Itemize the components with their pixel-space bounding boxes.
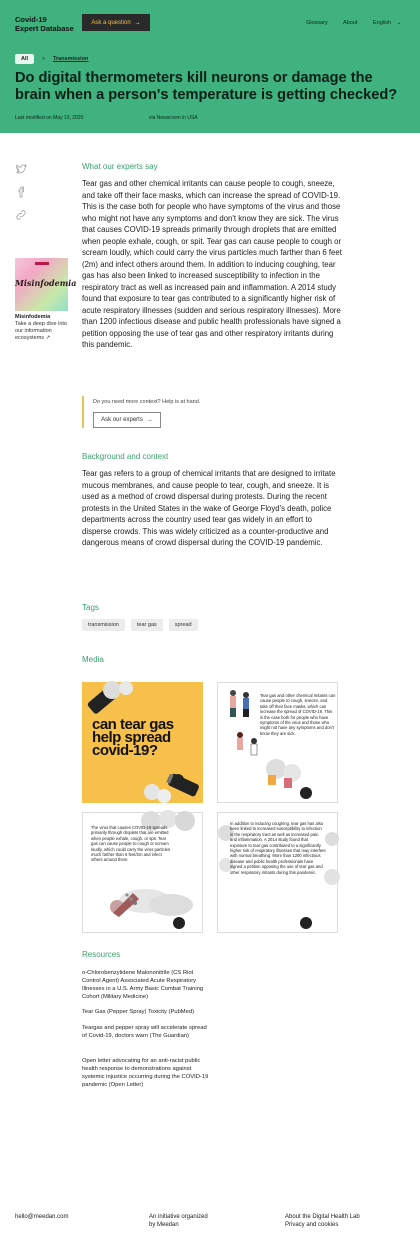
- ask-experts-label: Ask our experts: [101, 417, 143, 423]
- breadcrumb-all[interactable]: All: [15, 54, 34, 64]
- nav-about[interactable]: About: [343, 20, 358, 26]
- promo-title[interactable]: Misinfodemia: [15, 314, 51, 320]
- link-icon[interactable]: [15, 208, 27, 220]
- ask-question-button[interactable]: [82, 14, 150, 31]
- resource-link-4[interactable]: Open letter advocating for an anti-racist public health response to demonstrations against systemic injustice occurring during the COVID-19 pandemic (Open Letter): [82, 1058, 209, 1088]
- arrow-right-icon: →: [146, 417, 153, 423]
- media-card-1[interactable]: [82, 682, 203, 803]
- footer-links: [285, 1213, 360, 1229]
- background-heading: Background and context: [82, 452, 169, 461]
- source-note: via Newsroom in USA: [149, 115, 198, 121]
- media-card-3[interactable]: [82, 812, 203, 933]
- facebook-icon[interactable]: [15, 185, 27, 197]
- last-modified: Last modified on May 13, 2020: [15, 115, 84, 121]
- misinfodemia-promo-image[interactable]: [15, 258, 77, 311]
- resource-link-3[interactable]: Teargas and pepper spray will accelerate spread of Covid-19, doctors warn (The Guardian): [82, 1025, 207, 1039]
- tag-tear-gas[interactable]: tear gas: [131, 619, 163, 631]
- promo-logo-mark: [35, 262, 49, 265]
- tag-list: [82, 619, 198, 631]
- footer-privacy-link[interactable]: Privacy and cookies: [285, 1222, 339, 1228]
- nav-language[interactable]: [373, 20, 401, 26]
- media-card-2-text: Tear gas and other chemical irritants can cause people to cough, sneeze, and take off their face masks, which can increase the spread of COVID-19. This is the case both for people who have symptoms of the virus and those who might not have any symptoms and don't know they are sick.: [260, 693, 336, 736]
- site-logo[interactable]: [15, 15, 74, 33]
- resource-link-2[interactable]: Tear Gas (Pepper Spray) Toxicity (PubMed): [82, 1009, 195, 1015]
- promo-image-wordmark: Misinfodemia: [15, 278, 77, 288]
- callout-question: Do you need more context? Help is at hand.: [93, 399, 201, 405]
- media-card-2[interactable]: [217, 682, 338, 803]
- footer-about-link[interactable]: About the Digital Health Lab: [285, 1214, 360, 1220]
- tag-transmission[interactable]: transmission: [82, 619, 125, 631]
- twitter-icon[interactable]: [15, 162, 27, 174]
- nav-glossary[interactable]: Glossary: [306, 20, 328, 26]
- footer-initiative-line-1: An initiative organized: [149, 1214, 208, 1220]
- tags-heading: Tags: [82, 603, 99, 612]
- logo-line-2: Expert Database: [15, 24, 74, 33]
- media-card-4-text: In addition to inducing coughing, tear gas has also been linked to increased susceptibility to infection in the respiratory tract as well as increased pain and inflammation. A 2014 study found that exposure to tear gas contributed to a significantly higher risk of respiratory illnesses that may interfere with normal breathing. More than 1200 infectious disease and public health professionals have signed a petition opposing the use of tear gas and other respiratory irritants during this pandemic.: [230, 821, 326, 875]
- media-heading: Media: [82, 655, 104, 664]
- logo-line-1: Covid-19: [15, 15, 47, 24]
- ask-experts-button[interactable]: [93, 412, 161, 428]
- resource-link-1[interactable]: o-Chlorobenzylidene Malononitrile (CS Riot Control Agent) Associated Acute Respiratory Illnesses in a U.S. Army Basic Combat Training Cohort (Military Medicine): [82, 970, 204, 1000]
- media-card-1-title: can tear gas help spread covid-19?: [92, 716, 174, 759]
- experts-answer: Tear gas and other chemical irritants can cause people to cough, sneeze, and take off their face masks, which can increase the spread of COVID-19. This is the case both for people who have symptoms of the virus and those who might not have any symptoms and don't know they are sick. The virus that causes COVID-19 spreads primarily through droplets that are emitted when people exhale, cough, or spit. Tear gas can cause people to cough or scream loudly, which could carry the virus particles much farther than 6 feet (2m) and infect others around them. In addition to inducing coughing, tear gas has also been linked to increased susceptibility to infection in the respiratory tract as well as increased pain and inflammation. A 2014 study found that exposure to tear gas contributed to a significantly higher risk of acute respiratory illnesses (sudden and serious respiratory illnesses). More than 1200 infectious disease and public health professionals have signed a petition opposing the use of tear gas and other respiratory irritants during this pandemic.: [82, 179, 342, 349]
- language-label: English: [373, 20, 392, 26]
- promo-description[interactable]: [15, 321, 75, 342]
- breadcrumb-transmission[interactable]: Transmission: [52, 56, 89, 62]
- help-callout: [82, 396, 282, 428]
- arrow-right-icon: →: [134, 19, 141, 26]
- footer-initiative: [149, 1213, 208, 1229]
- resources-heading: Resources: [82, 950, 121, 959]
- media-card-3-text: The virus that causes COVID-19 spreads primarily through droplets that are emitted when people exhale, cough, or spit. Tear gas can cause people to cough or scream loudly, which could carry the virus particles much farther than 6 feet/2m and infect others around them.: [91, 825, 171, 863]
- page-title: Do digital thermometers kill neurons or damage the brain when a person's temperature is getting checked?: [15, 70, 398, 103]
- chevron-down-icon: ⌄: [396, 20, 402, 26]
- tag-spread[interactable]: spread: [169, 619, 198, 631]
- promo-description-text: Take a deep dive into our information ecosystems: [15, 321, 67, 341]
- footer-initiative-line-2: by Meedan: [149, 1222, 179, 1228]
- footer-email[interactable]: hello@meedan.com: [15, 1214, 69, 1220]
- hero-banner: [0, 0, 420, 133]
- media-card-4[interactable]: [217, 812, 338, 933]
- breadcrumb: [15, 54, 88, 64]
- ask-question-label: Ask a question: [91, 19, 131, 26]
- external-arrow-icon: ↗: [45, 335, 51, 341]
- breadcrumb-separator: >: [42, 56, 45, 62]
- experts-heading: What our experts say: [82, 162, 158, 171]
- background-text: Tear gas refers to a group of chemical irritants that are designed to irritate mucous membranes, and cause people to tear, cough, and sneeze. It is used as a method of crowd dispersal during protests. During the recent protests in the United States in the wake of George Floyd's death, police departments across the country used tear gas widely in an effort to disperse crowds. This was widely criticized as a counter-productive and dangerous means of crowd dispersal during the COVID-19 pandemic.: [82, 469, 336, 547]
